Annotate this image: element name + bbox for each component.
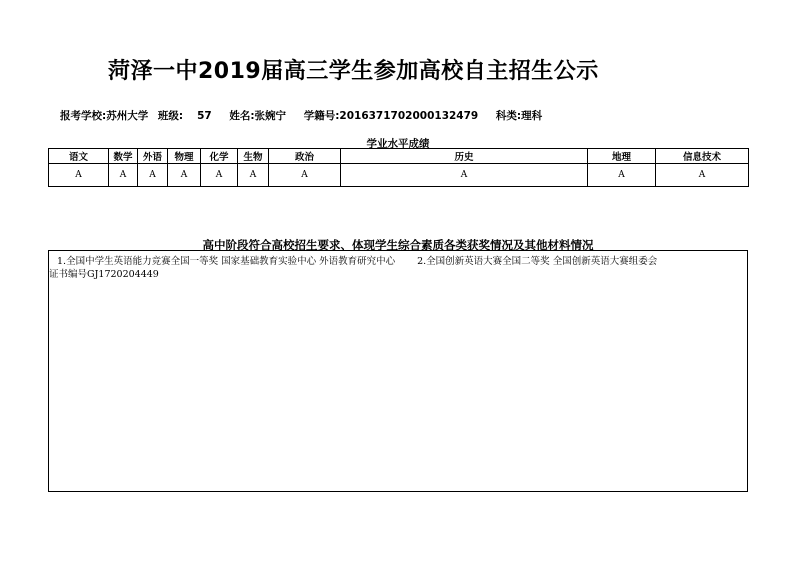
student-id-value: 2016371702000132479: [339, 110, 479, 122]
score-value: A: [656, 164, 749, 187]
score-value: A: [238, 164, 269, 187]
subject-type-value: 理科: [521, 110, 543, 122]
student-id-label: 学籍号:: [303, 110, 340, 122]
score-value: A: [269, 164, 341, 187]
awards-box: [48, 250, 748, 492]
score-value: A: [588, 164, 656, 187]
school-label: 报考学校:: [60, 110, 107, 122]
name-label: 姓名:: [229, 110, 255, 122]
award-item: 1.全国中学生英语能力竞赛全国一等奖 国家基础教育实验中心 外语教育研究中心: [57, 256, 396, 267]
class-value: 57: [197, 110, 212, 122]
award-item: 2.全国创新英语大赛全国二等奖 全国创新英语大赛组委会: [417, 256, 658, 267]
awards-text: [49, 251, 739, 281]
score-value: A: [109, 164, 138, 187]
score-value: A: [49, 164, 109, 187]
score-header: 地理: [588, 149, 656, 164]
page-title: 菏泽一中2019届高三学生参加高校自主招生公示: [108, 59, 599, 84]
score-header: 历史: [341, 149, 588, 164]
score-header: 政治: [269, 149, 341, 164]
name-value: 张婉宁: [254, 110, 287, 122]
score-header: 物理: [168, 149, 201, 164]
score-value: A: [138, 164, 168, 187]
score-header: 语文: [49, 149, 109, 164]
score-header: 外语: [138, 149, 168, 164]
school-value: 苏州大学: [106, 110, 149, 122]
award-certificate: 证书编号GJ1720204449: [49, 269, 159, 280]
score-header: 信息技术: [656, 149, 749, 164]
score-header: 数学: [109, 149, 138, 164]
scores-header-row: [49, 149, 749, 164]
scores-section-title: 学业水平成绩: [366, 138, 430, 150]
scores-table: [48, 148, 749, 187]
class-label: 班级:: [157, 110, 184, 122]
scores-value-row: [49, 164, 749, 187]
score-header: 化学: [201, 149, 238, 164]
score-header: 生物: [238, 149, 269, 164]
score-value: A: [201, 164, 238, 187]
awards-section-title: 高中阶段符合高校招生要求、体现学生综合素质各类获奖情况及其他材料情况: [202, 238, 594, 252]
student-info-line: [60, 108, 542, 123]
score-value: A: [168, 164, 201, 187]
score-value: A: [341, 164, 588, 187]
subject-type-label: 科类:: [495, 110, 522, 122]
